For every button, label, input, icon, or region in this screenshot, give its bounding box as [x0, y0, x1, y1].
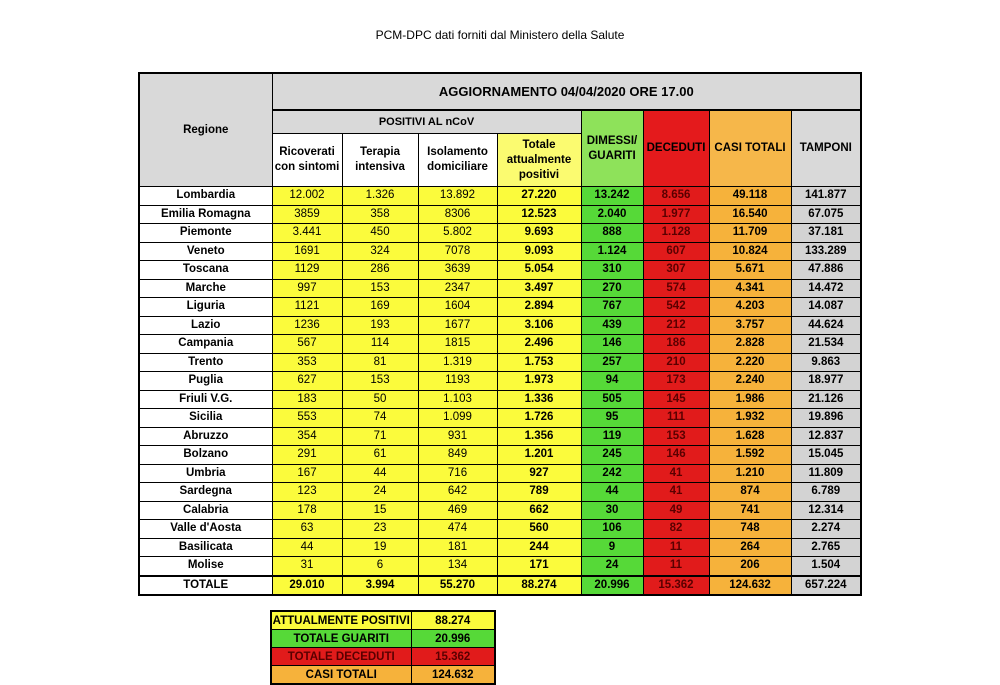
- table-row: [139, 501, 861, 520]
- region-cell: Valle d'Aosta: [139, 520, 272, 539]
- isolamento-cell: 1815: [418, 335, 497, 354]
- summary-label: ATTUALMENTE POSITIVI: [271, 611, 411, 630]
- dimessi-cell: 30: [581, 501, 643, 520]
- tamponi-cell: 67.075: [791, 205, 861, 224]
- isolamento-cell: 55.270: [418, 576, 497, 595]
- casi-totali-cell: 206: [709, 557, 791, 576]
- casi-totali-cell: 49.118: [709, 187, 791, 206]
- casi-totali-cell: 2.828: [709, 335, 791, 354]
- dimessi-cell: 310: [581, 261, 643, 280]
- table-row: [139, 205, 861, 224]
- deceduti-cell: 111: [643, 409, 709, 428]
- deceduti-cell: 82: [643, 520, 709, 539]
- ricoverati-cell: 12.002: [272, 187, 342, 206]
- totale-positivi-cell: 927: [497, 464, 581, 483]
- totale-positivi-cell: 560: [497, 520, 581, 539]
- terapia-cell: 44: [342, 464, 418, 483]
- tamponi-cell: 47.886: [791, 261, 861, 280]
- casi-totali-cell: 16.540: [709, 205, 791, 224]
- casi-totali-header: CASI TOTALI: [709, 110, 791, 187]
- region-cell: Liguria: [139, 298, 272, 317]
- totale-positivi-cell: 662: [497, 501, 581, 520]
- totale-positivi-cell: 27.220: [497, 187, 581, 206]
- casi-totali-cell: 5.671: [709, 261, 791, 280]
- deceduti-cell: 49: [643, 501, 709, 520]
- region-cell: TOTALE: [139, 576, 272, 595]
- total-row: [139, 576, 861, 595]
- deceduti-cell: 1.128: [643, 224, 709, 243]
- deceduti-cell: 212: [643, 316, 709, 335]
- terapia-cell: 153: [342, 279, 418, 298]
- region-cell: Umbria: [139, 464, 272, 483]
- table-row: [139, 427, 861, 446]
- update-header: AGGIORNAMENTO 04/04/2020 ORE 17.00: [272, 73, 861, 110]
- totale-positivi-cell: 3.497: [497, 279, 581, 298]
- terapia-cell: 450: [342, 224, 418, 243]
- totale-positivi-cell: 88.274: [497, 576, 581, 595]
- isolamento-cell: 1604: [418, 298, 497, 317]
- totale-positivi-cell: 1.726: [497, 409, 581, 428]
- tamponi-cell: 12.314: [791, 501, 861, 520]
- ricoverati-cell: 553: [272, 409, 342, 428]
- totale-positivi-cell: 171: [497, 557, 581, 576]
- tamponi-cell: 15.045: [791, 446, 861, 465]
- terapia-cell: 358: [342, 205, 418, 224]
- terapia-cell: 286: [342, 261, 418, 280]
- region-cell: Piemonte: [139, 224, 272, 243]
- table-row: [139, 279, 861, 298]
- document-title: PCM-DPC dati forniti dal Ministero della Salute: [375, 28, 625, 42]
- tamponi-cell: 657.224: [791, 576, 861, 595]
- region-cell: Friuli V.G.: [139, 390, 272, 409]
- ricoverati-cell: 167: [272, 464, 342, 483]
- isolamento-cell: 931: [418, 427, 497, 446]
- terapia-cell: 19: [342, 538, 418, 557]
- terapia-cell: 193: [342, 316, 418, 335]
- dimessi-cell: 44: [581, 483, 643, 502]
- table-row: [139, 242, 861, 261]
- terapia-cell: 61: [342, 446, 418, 465]
- isolamento-cell: 1.103: [418, 390, 497, 409]
- summary-label: TOTALE DECEDUTI: [271, 648, 411, 666]
- totale-positivi-cell: 1.201: [497, 446, 581, 465]
- ricoverati-cell: 1129: [272, 261, 342, 280]
- casi-totali-cell: 11.709: [709, 224, 791, 243]
- deceduti-cell: 41: [643, 483, 709, 502]
- dimessi-cell: 20.996: [581, 576, 643, 595]
- tamponi-cell: 44.624: [791, 316, 861, 335]
- deceduti-cell: 41: [643, 464, 709, 483]
- summary-label: CASI TOTALI: [271, 666, 411, 685]
- summary-row: [271, 611, 495, 630]
- casi-totali-cell: 2.240: [709, 372, 791, 391]
- deceduti-cell: 153: [643, 427, 709, 446]
- dimessi-header: DIMESSI/ GUARITI: [581, 110, 643, 187]
- table-row: [139, 372, 861, 391]
- ricoverati-cell: 63: [272, 520, 342, 539]
- isolamento-cell: 474: [418, 520, 497, 539]
- tamponi-cell: 14.087: [791, 298, 861, 317]
- casi-totali-cell: 1.932: [709, 409, 791, 428]
- ricoverati-cell: 1691: [272, 242, 342, 261]
- tamponi-cell: 2.765: [791, 538, 861, 557]
- dimessi-cell: 13.242: [581, 187, 643, 206]
- ricoverati-cell: 183: [272, 390, 342, 409]
- summary-value: 124.632: [411, 666, 495, 685]
- region-cell: Lombardia: [139, 187, 272, 206]
- deceduti-cell: 210: [643, 353, 709, 372]
- summary-row: [271, 666, 495, 685]
- ricoverati-cell: 567: [272, 335, 342, 354]
- table-row: [139, 446, 861, 465]
- summary-row: [271, 630, 495, 648]
- deceduti-cell: 574: [643, 279, 709, 298]
- totale-positivi-header: Totale attualmente positivi: [497, 134, 581, 187]
- summary-value: 15.362: [411, 648, 495, 666]
- casi-totali-cell: 3.757: [709, 316, 791, 335]
- table-row: [139, 187, 861, 206]
- table-row: [139, 316, 861, 335]
- dimessi-cell: 146: [581, 335, 643, 354]
- totale-positivi-cell: 1.336: [497, 390, 581, 409]
- region-cell: Emilia Romagna: [139, 205, 272, 224]
- casi-totali-cell: 4.203: [709, 298, 791, 317]
- region-header: Regione: [139, 73, 272, 187]
- isolamento-cell: 7078: [418, 242, 497, 261]
- dimessi-cell: 257: [581, 353, 643, 372]
- tamponi-cell: 14.472: [791, 279, 861, 298]
- casi-totali-cell: 874: [709, 483, 791, 502]
- ricoverati-cell: 291: [272, 446, 342, 465]
- ricoverati-cell: 31: [272, 557, 342, 576]
- deceduti-cell: 607: [643, 242, 709, 261]
- isolamento-cell: 642: [418, 483, 497, 502]
- ricoverati-cell: 123: [272, 483, 342, 502]
- tamponi-cell: 11.809: [791, 464, 861, 483]
- dimessi-cell: 245: [581, 446, 643, 465]
- terapia-cell: 3.994: [342, 576, 418, 595]
- casi-totali-cell: 2.220: [709, 353, 791, 372]
- deceduti-cell: 173: [643, 372, 709, 391]
- isolamento-cell: 13.892: [418, 187, 497, 206]
- table-row: [139, 464, 861, 483]
- tamponi-cell: 19.896: [791, 409, 861, 428]
- deceduti-cell: 8.656: [643, 187, 709, 206]
- isolamento-cell: 716: [418, 464, 497, 483]
- table-row: [139, 520, 861, 539]
- ricoverati-cell: 3859: [272, 205, 342, 224]
- table-row: [139, 335, 861, 354]
- isolamento-cell: 2347: [418, 279, 497, 298]
- deceduti-cell: 146: [643, 446, 709, 465]
- isolamento-cell: 8306: [418, 205, 497, 224]
- tamponi-cell: 21.126: [791, 390, 861, 409]
- totale-positivi-cell: 1.356: [497, 427, 581, 446]
- region-cell: Campania: [139, 335, 272, 354]
- tamponi-cell: 21.534: [791, 335, 861, 354]
- region-cell: Abruzzo: [139, 427, 272, 446]
- deceduti-cell: 11: [643, 538, 709, 557]
- ricoverati-cell: 1236: [272, 316, 342, 335]
- dimessi-cell: 888: [581, 224, 643, 243]
- terapia-cell: 50: [342, 390, 418, 409]
- table-row: [139, 557, 861, 576]
- deceduti-cell: 1.977: [643, 205, 709, 224]
- region-cell: Marche: [139, 279, 272, 298]
- terapia-cell: 169: [342, 298, 418, 317]
- terapia-cell: 324: [342, 242, 418, 261]
- casi-totali-cell: 748: [709, 520, 791, 539]
- dimessi-cell: 95: [581, 409, 643, 428]
- dimessi-cell: 270: [581, 279, 643, 298]
- deceduti-header: DECEDUTI: [643, 110, 709, 187]
- totale-positivi-cell: 5.054: [497, 261, 581, 280]
- table-row: [139, 353, 861, 372]
- tamponi-cell: 37.181: [791, 224, 861, 243]
- positivi-header: POSITIVI AL nCoV: [272, 110, 581, 134]
- deceduti-cell: 145: [643, 390, 709, 409]
- isolamento-cell: 1.319: [418, 353, 497, 372]
- terapia-cell: 81: [342, 353, 418, 372]
- summary-value: 20.996: [411, 630, 495, 648]
- totale-positivi-cell: 3.106: [497, 316, 581, 335]
- isolamento-cell: 3639: [418, 261, 497, 280]
- region-cell: Sicilia: [139, 409, 272, 428]
- totale-positivi-cell: 789: [497, 483, 581, 502]
- isolamento-cell: 181: [418, 538, 497, 557]
- table-row: [139, 538, 861, 557]
- deceduti-cell: 11: [643, 557, 709, 576]
- ricoverati-cell: 1121: [272, 298, 342, 317]
- ricoverati-cell: 3.441: [272, 224, 342, 243]
- dimessi-cell: 2.040: [581, 205, 643, 224]
- isolamento-cell: 5.802: [418, 224, 497, 243]
- terapia-cell: 74: [342, 409, 418, 428]
- casi-totali-cell: 1.210: [709, 464, 791, 483]
- terapia-header: Terapia intensiva: [342, 134, 418, 187]
- region-cell: Bolzano: [139, 446, 272, 465]
- dimessi-cell: 9: [581, 538, 643, 557]
- dimessi-cell: 119: [581, 427, 643, 446]
- tamponi-cell: 6.789: [791, 483, 861, 502]
- tamponi-header: TAMPONI: [791, 110, 861, 187]
- deceduti-cell: 186: [643, 335, 709, 354]
- region-cell: Basilicata: [139, 538, 272, 557]
- ricoverati-cell: 353: [272, 353, 342, 372]
- isolamento-cell: 469: [418, 501, 497, 520]
- isolamento-header: Isolamento domiciliare: [418, 134, 497, 187]
- isolamento-cell: 1.099: [418, 409, 497, 428]
- region-cell: Sardegna: [139, 483, 272, 502]
- region-cell: Trento: [139, 353, 272, 372]
- terapia-cell: 15: [342, 501, 418, 520]
- casi-totali-cell: 10.824: [709, 242, 791, 261]
- casi-totali-cell: 1.986: [709, 390, 791, 409]
- region-cell: Molise: [139, 557, 272, 576]
- region-cell: Toscana: [139, 261, 272, 280]
- terapia-cell: 6: [342, 557, 418, 576]
- dimessi-cell: 505: [581, 390, 643, 409]
- totale-positivi-cell: 12.523: [497, 205, 581, 224]
- ricoverati-cell: 627: [272, 372, 342, 391]
- tamponi-cell: 133.289: [791, 242, 861, 261]
- covid-regions-table: [138, 72, 862, 596]
- tamponi-cell: 12.837: [791, 427, 861, 446]
- isolamento-cell: 1193: [418, 372, 497, 391]
- tamponi-cell: 141.877: [791, 187, 861, 206]
- terapia-cell: 153: [342, 372, 418, 391]
- dimessi-cell: 106: [581, 520, 643, 539]
- totale-positivi-cell: 244: [497, 538, 581, 557]
- dimessi-cell: 242: [581, 464, 643, 483]
- terapia-cell: 114: [342, 335, 418, 354]
- dimessi-cell: 439: [581, 316, 643, 335]
- deceduti-cell: 307: [643, 261, 709, 280]
- totale-positivi-cell: 2.894: [497, 298, 581, 317]
- casi-totali-cell: 124.632: [709, 576, 791, 595]
- dimessi-cell: 24: [581, 557, 643, 576]
- dimessi-cell: 767: [581, 298, 643, 317]
- casi-totali-cell: 1.592: [709, 446, 791, 465]
- table-row: [139, 224, 861, 243]
- tamponi-cell: 18.977: [791, 372, 861, 391]
- dimessi-cell: 1.124: [581, 242, 643, 261]
- tamponi-cell: 1.504: [791, 557, 861, 576]
- region-cell: Lazio: [139, 316, 272, 335]
- tamponi-cell: 9.863: [791, 353, 861, 372]
- region-cell: Calabria: [139, 501, 272, 520]
- isolamento-cell: 1677: [418, 316, 497, 335]
- casi-totali-cell: 741: [709, 501, 791, 520]
- summary-value: 88.274: [411, 611, 495, 630]
- terapia-cell: 71: [342, 427, 418, 446]
- casi-totali-cell: 1.628: [709, 427, 791, 446]
- table-row: [139, 483, 861, 502]
- totale-positivi-cell: 9.693: [497, 224, 581, 243]
- table-row: [139, 390, 861, 409]
- table-row: [139, 409, 861, 428]
- totale-positivi-cell: 1.973: [497, 372, 581, 391]
- ricoverati-header: Ricoverati con sintomi: [272, 134, 342, 187]
- ricoverati-cell: 44: [272, 538, 342, 557]
- deceduti-cell: 542: [643, 298, 709, 317]
- dimessi-cell: 94: [581, 372, 643, 391]
- table-row: [139, 261, 861, 280]
- isolamento-cell: 134: [418, 557, 497, 576]
- terapia-cell: 23: [342, 520, 418, 539]
- ricoverati-cell: 178: [272, 501, 342, 520]
- totale-positivi-cell: 9.093: [497, 242, 581, 261]
- table-row: [139, 298, 861, 317]
- totale-positivi-cell: 1.753: [497, 353, 581, 372]
- region-cell: Puglia: [139, 372, 272, 391]
- tamponi-cell: 2.274: [791, 520, 861, 539]
- totale-positivi-cell: 2.496: [497, 335, 581, 354]
- casi-totali-cell: 4.341: [709, 279, 791, 298]
- isolamento-cell: 849: [418, 446, 497, 465]
- casi-totali-cell: 264: [709, 538, 791, 557]
- terapia-cell: 1.326: [342, 187, 418, 206]
- summary-label: TOTALE GUARITI: [271, 630, 411, 648]
- region-cell: Veneto: [139, 242, 272, 261]
- ricoverati-cell: 29.010: [272, 576, 342, 595]
- deceduti-cell: 15.362: [643, 576, 709, 595]
- ricoverati-cell: 354: [272, 427, 342, 446]
- summary-row: [271, 648, 495, 666]
- terapia-cell: 24: [342, 483, 418, 502]
- ricoverati-cell: 997: [272, 279, 342, 298]
